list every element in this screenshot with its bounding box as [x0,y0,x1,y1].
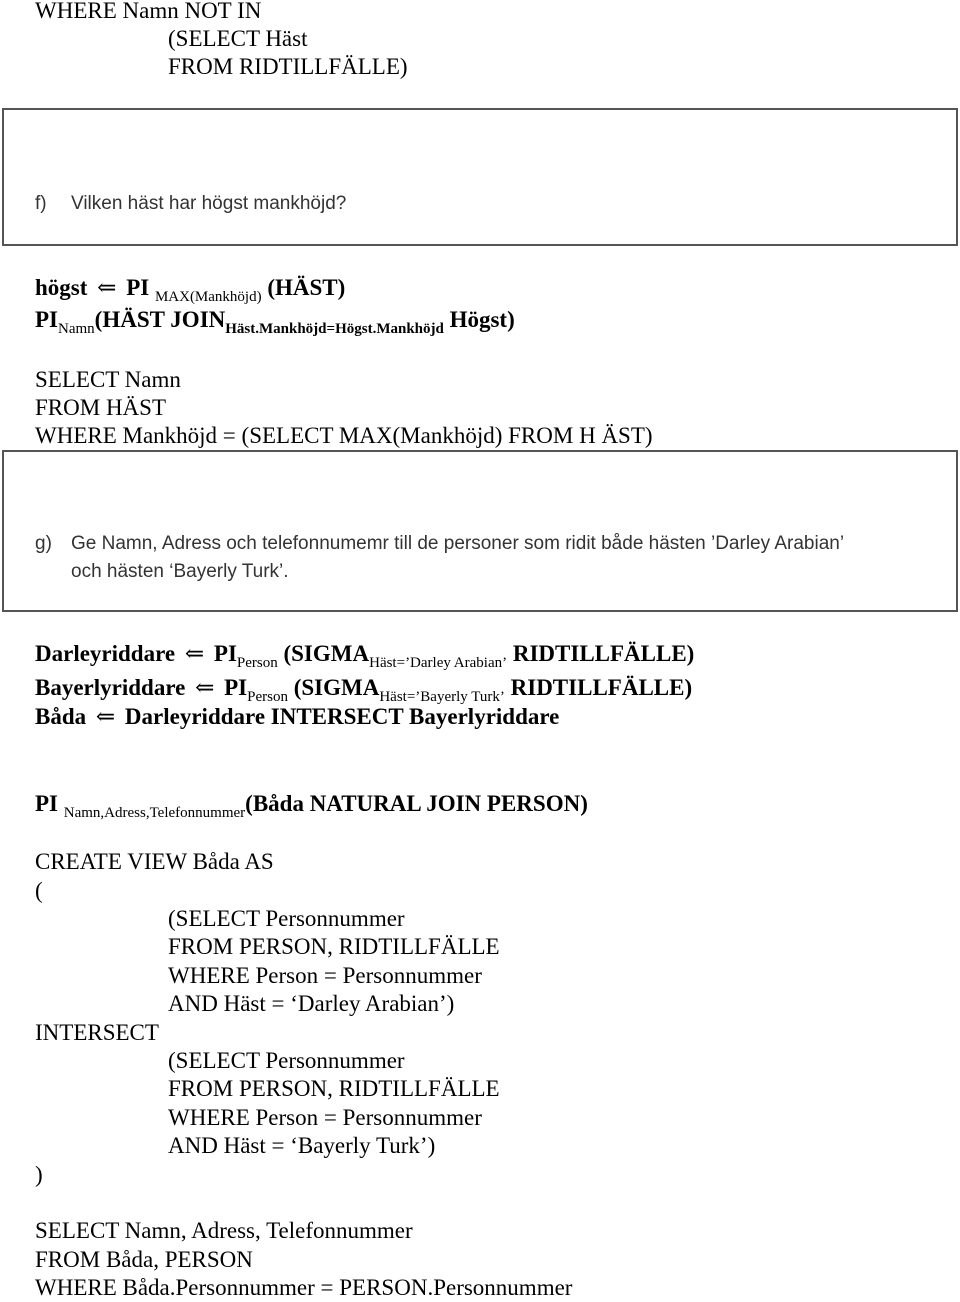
sql-g-final-from: FROM Båda, PERSON [35,1247,253,1272]
algebra-f-sub2: Namn [58,321,95,337]
question-g-line1: Ge Namn, Adress och telefonnumemr till de personer som ridit både hästen ’Darley Arabian’ [71,533,845,554]
sql-g-close: ) [35,1162,43,1187]
algebra-g-darley-cond: Häst=’Darley Arabian’ [369,655,508,671]
sql-g-b2-2: WHERE Person = Personnummer [168,1105,482,1130]
arrow-left-icon: ⇐ [95,704,116,729]
arrow-left-icon: ⇐ [195,675,215,700]
question-f-box [2,108,958,246]
algebra-f-var: högst [35,275,88,300]
question-f-text: Vilken häst har högst mankhöjd? [71,193,347,214]
sql-f-select: SELECT Namn [35,367,181,392]
algebra-g-bada-expr: Darleyriddare INTERSECT Bayerlyriddare [124,704,560,729]
algebra-g-bayerly-rel: RIDTILLFÄLLE) [510,675,693,700]
arrow-left-icon: ⇐ [184,641,205,666]
algebra-f-pi2: PI [35,307,58,332]
algebra-f-rel: (HÄST) [267,275,346,300]
algebra-g-proj-sub: Namn,Adress,Telefonnummer [63,805,246,821]
algebra-g-projection [35,790,588,827]
question-f-label: f) [35,193,47,214]
sql-g-b2-1: FROM PERSON, RIDTILLFÄLLE [168,1076,500,1101]
sql-g-open: ( [35,878,43,903]
algebra-g-darley-sigma: (SIGMA [283,641,370,666]
sql-g-b1-1: FROM PERSON, RIDTILLFÄLLE [168,934,500,959]
algebra-f-join-cond: Häst.Mankhöjd=Högst.Mankhöjd [225,321,444,337]
sql-where-line: WHERE Namn NOT IN [35,0,262,23]
sql-g-b1-2: WHERE Person = Personnummer [168,963,482,988]
algebra-g-bayerly-pi: PI [224,675,248,700]
question-g-label: g) [35,533,52,554]
algebra-g-bayerly-sub: Person [247,689,288,705]
algebra-f-end: Högst) [449,307,515,332]
sql-g-b2-3: AND Häst = ‘Bayerly Turk’) [168,1133,436,1158]
arrow-left-icon: ⇐ [97,275,117,300]
algebra-f-join: (HÄST JOIN [94,307,226,332]
algebra-g-bayerly-var: Bayerlyriddare [35,675,186,700]
sql-subselect-line: (SELECT Häst [168,26,308,51]
sql-f-where: WHERE Mankhöjd = (SELECT MAX(Mankhöjd) FROM H ÄST) [35,423,653,448]
algebra-g-darley [35,640,694,677]
sql-f-from: FROM HÄST [35,395,167,420]
algebra-f-line2 [35,306,515,343]
question-g-box [2,450,958,612]
algebra-g-proj-pi: PI [35,791,58,816]
algebra-g-bayerly-sigma: (SIGMA [293,675,380,700]
question-g-line2: och hästen ‘Bayerly Turk’. [71,561,289,582]
algebra-g-bada [35,703,559,731]
sql-g-final-select: SELECT Namn, Adress, Telefonnummer [35,1218,413,1243]
algebra-g-bayerly-cond: Häst=’Bayerly Turk’ [379,689,505,705]
sql-g-intersect: INTERSECT [35,1020,159,1045]
sql-g-b2-0: (SELECT Personnummer [168,1048,405,1073]
algebra-g-proj-expr: (Båda NATURAL JOIN PERSON) [245,791,588,816]
sql-g-final-where: WHERE Båda.Personnummer = PERSON.Personnummer [35,1275,573,1300]
sql-g-b1-0: (SELECT Personnummer [168,906,405,931]
sql-g-b1-3: AND Häst = ‘Darley Arabian’) [168,991,455,1016]
algebra-g-darley-sub: Person [236,655,278,671]
sql-g-create: CREATE VIEW Båda AS [35,849,274,874]
algebra-g-darley-rel: RIDTILLFÄLLE) [512,641,695,666]
algebra-g-bada-var: Båda [35,704,87,729]
sql-from-line: FROM RIDTILLFÄLLE) [168,54,408,79]
algebra-f-pi: PI [126,275,150,300]
algebra-g-darley-var: Darleyriddare [35,641,176,666]
algebra-g-darley-pi: PI [213,641,237,666]
algebra-f-sub: MAX(Mankhöjd) [154,289,262,305]
